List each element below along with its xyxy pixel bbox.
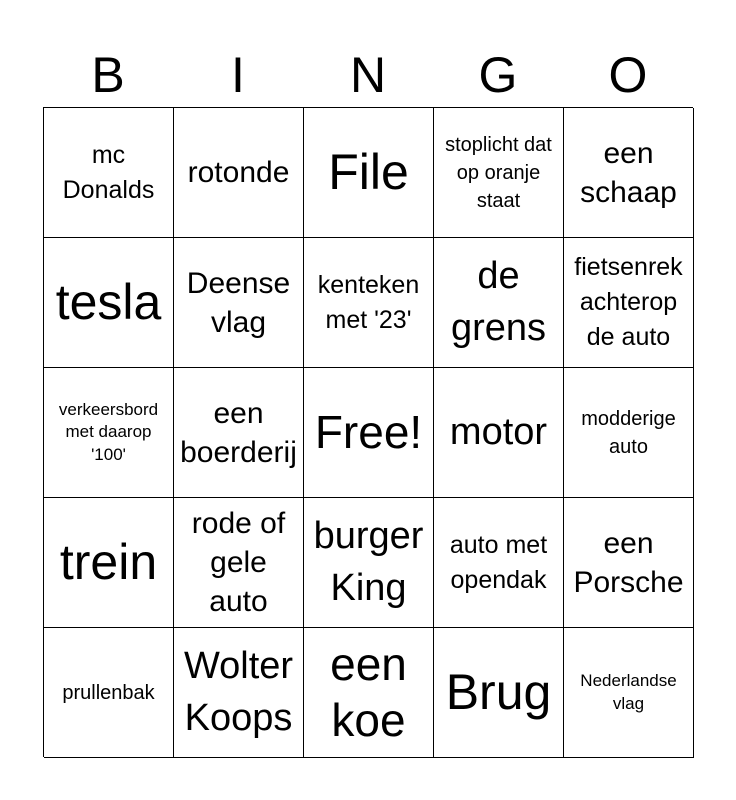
header-letter-o: O bbox=[608, 47, 648, 103]
bingo-cell[interactable]: Wolter Koops bbox=[174, 628, 304, 758]
bingo-cell[interactable]: Nederlandse vlag bbox=[564, 628, 694, 758]
bingo-board bbox=[43, 107, 693, 757]
bingo-cell[interactable]: prullenbak bbox=[44, 628, 174, 758]
bingo-cell[interactable]: trein bbox=[44, 498, 174, 628]
bingo-cell[interactable]: auto met opendak bbox=[434, 498, 564, 628]
bingo-cell[interactable]: tesla bbox=[44, 238, 174, 368]
bingo-free-cell[interactable]: Free! bbox=[304, 368, 434, 498]
bingo-cell[interactable]: Deense vlag bbox=[174, 238, 304, 368]
bingo-header bbox=[43, 44, 693, 106]
bingo-cell[interactable]: een schaap bbox=[564, 108, 694, 238]
bingo-cell[interactable]: fietsenrek achterop de auto bbox=[564, 238, 694, 368]
bingo-cell[interactable]: File bbox=[304, 108, 434, 238]
bingo-cell[interactable]: de grens bbox=[434, 238, 564, 368]
bingo-cell[interactable]: rode of gele auto bbox=[174, 498, 304, 628]
header-letter-g: G bbox=[478, 47, 518, 103]
bingo-cell[interactable]: rotonde bbox=[174, 108, 304, 238]
bingo-cell[interactable]: modderige auto bbox=[564, 368, 694, 498]
bingo-cell[interactable]: burger King bbox=[304, 498, 434, 628]
bingo-cell[interactable]: een boerderij bbox=[174, 368, 304, 498]
header-letter-i: I bbox=[231, 47, 245, 103]
bingo-cell[interactable]: mc Donalds bbox=[44, 108, 174, 238]
bingo-cell[interactable]: stoplicht dat op oranje staat bbox=[434, 108, 564, 238]
header-letter-b: B bbox=[91, 47, 125, 103]
bingo-cell[interactable]: motor bbox=[434, 368, 564, 498]
bingo-cell[interactable]: kenteken met '23' bbox=[304, 238, 434, 368]
bingo-cell[interactable]: een Porsche bbox=[564, 498, 694, 628]
bingo-cell[interactable]: Brug bbox=[434, 628, 564, 758]
bingo-cell[interactable]: een koe bbox=[304, 628, 434, 758]
header-letter-n: N bbox=[349, 47, 387, 103]
bingo-cell[interactable]: verkeersbord met daarop '100' bbox=[44, 368, 174, 498]
